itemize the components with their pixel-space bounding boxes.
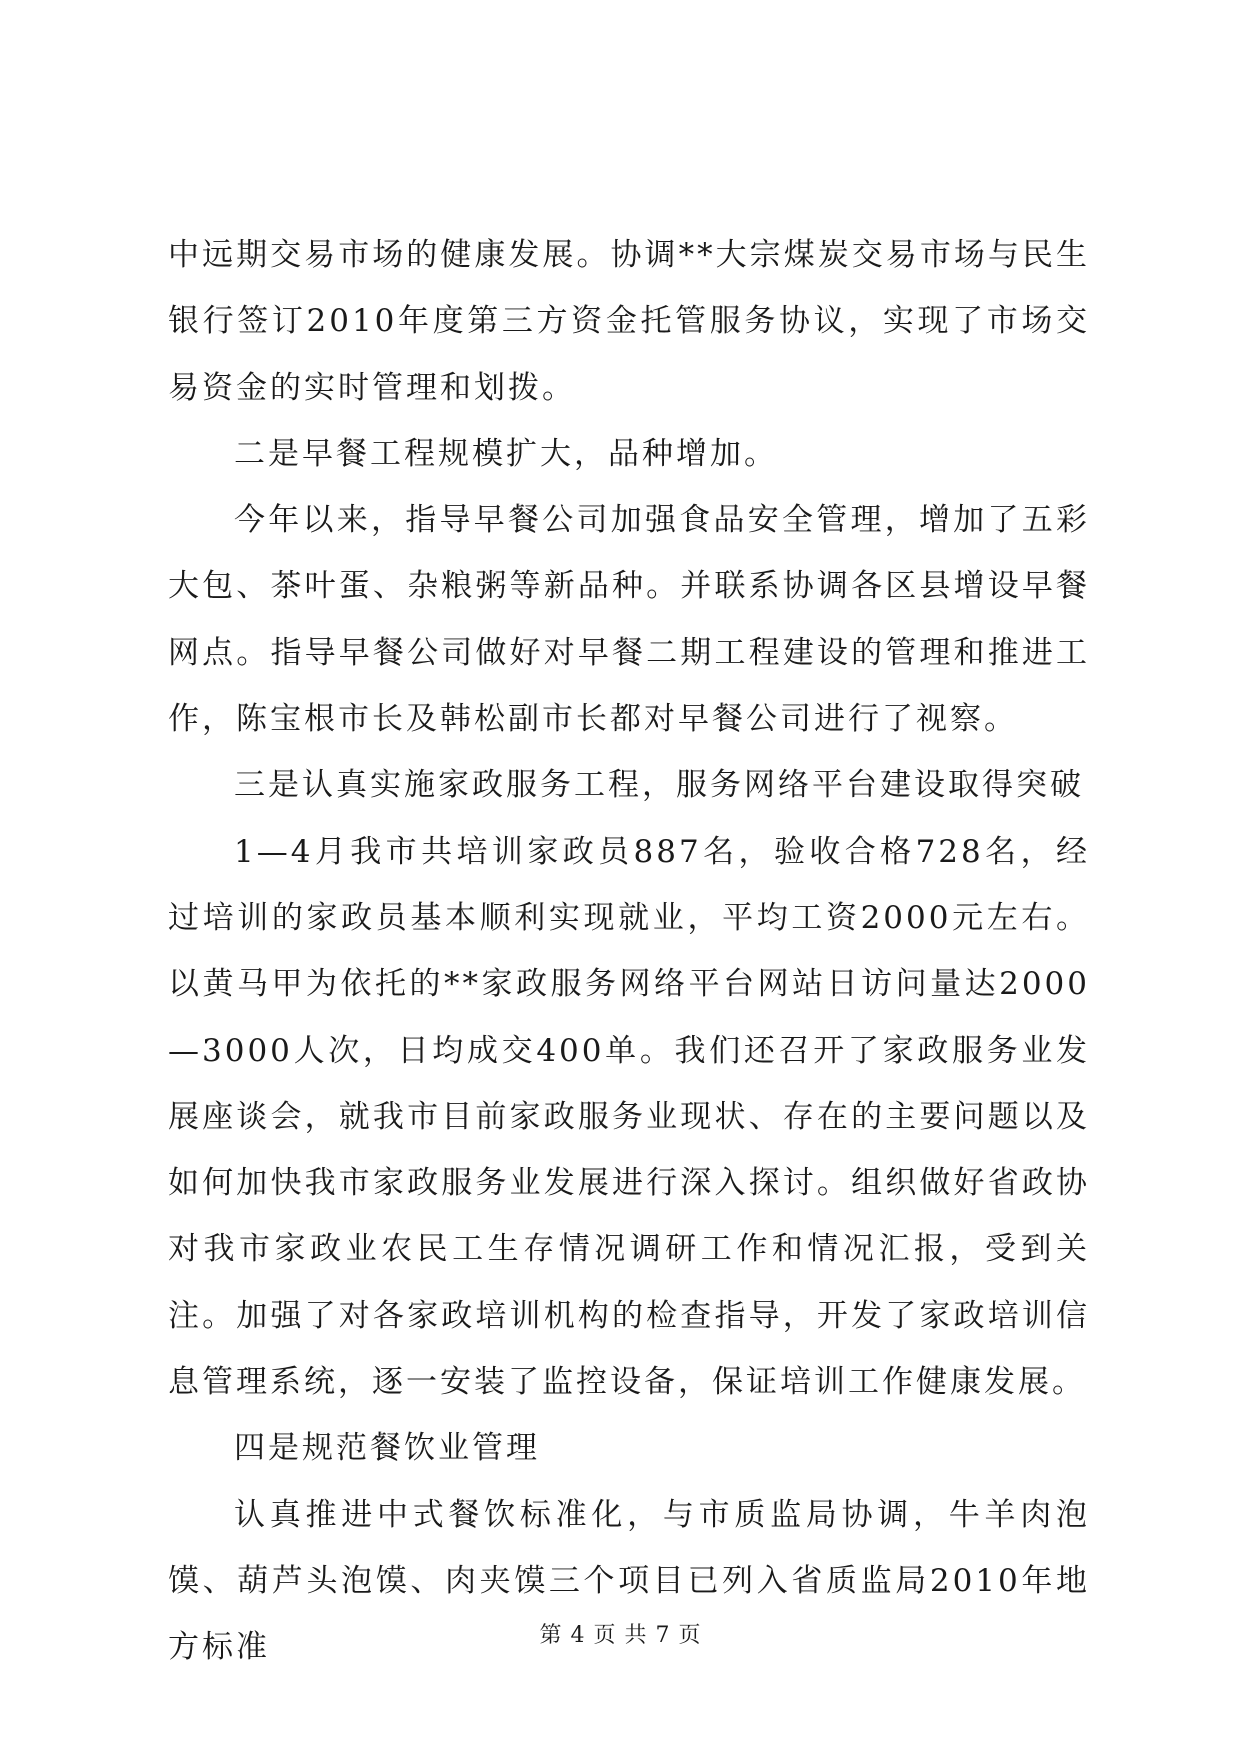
- section-heading-4: 四是规范餐饮业管理: [234, 1430, 540, 1467]
- page-footer: [0, 1618, 1241, 1649]
- paragraph-7: 认真推进中式餐饮标准化，与市质监局协调，牛羊肉泡馍、葫芦头泡馍、肉夹馍三个项目已列入省质监局2010年地方标准: [168, 1496, 1090, 1666]
- paragraph-3: 今年以来，指导早餐公司加强食品安全管理，增加了五彩大包、茶叶蛋、杂粮粥等新品种。并联系协调各区县增设早餐网点。指导早餐公司做好对早餐二期工程建设的管理和推进工作，陈宝根市长及韩松副市长都对早餐公司进行了视察。: [168, 502, 1090, 738]
- document-body: [168, 222, 1090, 1681]
- paragraph-1: 中远期交易市场的健康发展。协调**大宗煤炭交易市场与民生银行签订2010年度第三方资金托管服务协议，实现了市场交易资金的实时管理和划拨。: [168, 237, 1090, 406]
- paragraph-5: 1—4月我市共培训家政员887名，验收合格728名，经过培训的家政员基本顺利实现就业，平均工资2000元左右。以黄马甲为依托的**家政服务网络平台网站日访问量达2000—3000人次，日均成交400单。我们还召开了家政服务业发展座谈会，就我市目前家政服务业现状、存在的主要问题以及如何加快我市家政服务业发展进行深入探讨。组织做好省政协对我市家政业农民工生存情况调研工作和情况汇报，受到关注。加强了对各家政培训机构的检查指导，开发了家政培训信息管理系统，逐一安装了监控设备，保证培训工作健康发展。: [168, 833, 1090, 1401]
- section-heading-3: 三是认真实施家政服务工程，服务网络平台建设取得突破: [234, 767, 1084, 804]
- section-heading-2: 二是早餐工程规模扩大，品种增加。: [234, 435, 778, 472]
- page-number: 第 4 页 共 7 页: [539, 1623, 702, 1648]
